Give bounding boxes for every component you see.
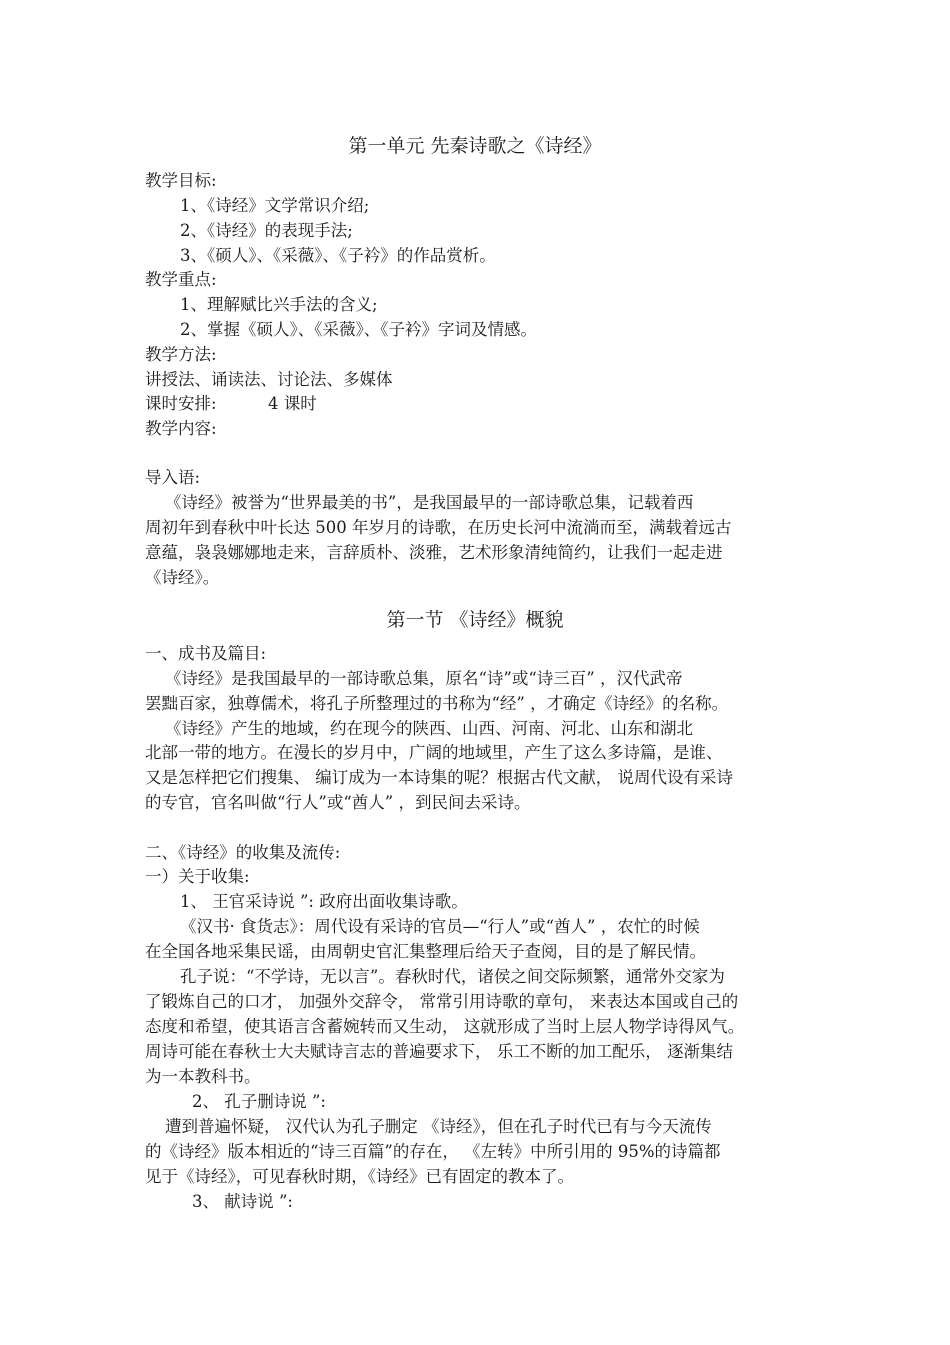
item1-line: 《汉书· 食货志》：周代设有采诗的官员—“行人”或“酋人” ，农忙的时候	[180, 917, 700, 936]
methods-text: 讲授法、诵读法、讨论法、多媒体	[145, 370, 393, 389]
part1-line: 罢黜百家，独尊儒术，将孔子所整理过的书称为“经” ，才确定《诗经》的名称。	[145, 694, 729, 713]
part2-heading: 二、《诗经》的收集及流传:	[145, 843, 341, 862]
part1-line: 北部一带的地方。在漫长的岁月中，广阔的地域里，产生了这么多诗篇，是谁、	[145, 743, 723, 762]
part1-line: 《诗经》产生的地域，约在现今的陕西、山西、河南、河北、山东和湖北	[165, 719, 693, 738]
item2-line: 的《诗经》版本相近的“诗三百篇”的存在， 《左转》中所引用的 95%的诗篇都	[145, 1142, 721, 1161]
intro-line: 周初年到春秋中叶长达 500 年岁月的诗歌，在历史长河中流淌而至，满载着远古	[145, 518, 732, 537]
unit-title: 第一单元 先秦诗歌之《诗经》	[348, 135, 602, 157]
item1-line: 态度和希望，使其语言含蓄婉转而又生动， 这就形成了当时上层人物学诗得风气。	[145, 1017, 745, 1036]
objective-item: 2、《诗经》的表现手法;	[180, 221, 353, 240]
item1-heading: 1、 王官采诗说 ”: 政府出面收集诗歌。	[180, 892, 468, 911]
item2-heading: 2、 孔子删诗说 ”:	[192, 1092, 326, 1111]
part1-heading: 一、成书及篇目:	[145, 644, 267, 663]
intro-line: 《诗经》被誉为“世界最美的书”，是我国最早的一部诗歌总集，记载着西	[165, 493, 694, 512]
objective-item: 1、《诗经》文学常识介绍;	[180, 196, 370, 215]
content-heading: 教学内容:	[145, 419, 217, 438]
item1-line: 了锻炼自己的口才， 加强外交辞令， 常常引用诗歌的章句， 来表达本国或自己的	[145, 992, 739, 1011]
item3-heading: 3、 献诗说 ”:	[192, 1192, 293, 1211]
item2-line: 遭到普遍怀疑， 汉代认为孔子删定 《诗经》，但在孔子时代已有与今天流传	[165, 1117, 712, 1136]
key-point-item: 1、理解赋比兴手法的含义;	[180, 295, 378, 314]
intro-line: 意蕴，袅袅娜娜地走来，言辞质朴、淡雅，艺术形象清纯简约，让我们一起走进	[145, 543, 723, 562]
item1-line: 孔子说：“不学诗，无以言”。春秋时代，诸侯之间交际频繁，通常外交家为	[180, 967, 725, 986]
objective-item: 3、《硕人》、《采薇》、《子衿》的作品赏析。	[180, 246, 496, 265]
section-title: 第一节 《诗经》概貌	[386, 609, 564, 631]
item1-line: 周诗可能在春秋士大夫赋诗言志的普遍要求下， 乐工不断的加工配乐， 逐渐集结	[145, 1042, 733, 1061]
methods-heading: 教学方法:	[145, 345, 217, 364]
intro-line: 《诗经》。	[145, 568, 220, 587]
hours-label: 课时安排:	[145, 394, 217, 413]
part1-line: 《诗经》是我国最早的一部诗歌总集，原名“诗”或“诗三百” ，汉代武帝	[165, 669, 683, 688]
intro-heading: 导入语:	[145, 468, 201, 487]
part2-subheading: 一）关于收集:	[145, 867, 250, 886]
item2-line: 见于《诗经》，可见春秋时期，《诗经》已有固定的教本了。	[145, 1167, 574, 1186]
hours-value: 4 课时	[268, 394, 317, 413]
item1-line: 为一本教科书。	[145, 1067, 261, 1086]
part1-line: 又是怎样把它们搜集、 编订成为一本诗集的呢？根据古代文献， 说周代设有采诗	[145, 768, 733, 787]
part1-line: 的专官，官名叫做“行人”或“酋人” ，到民间去采诗。	[145, 793, 531, 812]
item1-line: 在全国各地采集民谣，由周朝史官汇集整理后给天子查阅，目的是了解民情。	[145, 942, 706, 961]
key-point-item: 2、掌握《硕人》、《采薇》、《子衿》字词及情感。	[180, 320, 537, 339]
objectives-heading: 教学目标:	[145, 171, 217, 190]
key-points-heading: 教学重点:	[145, 270, 217, 289]
